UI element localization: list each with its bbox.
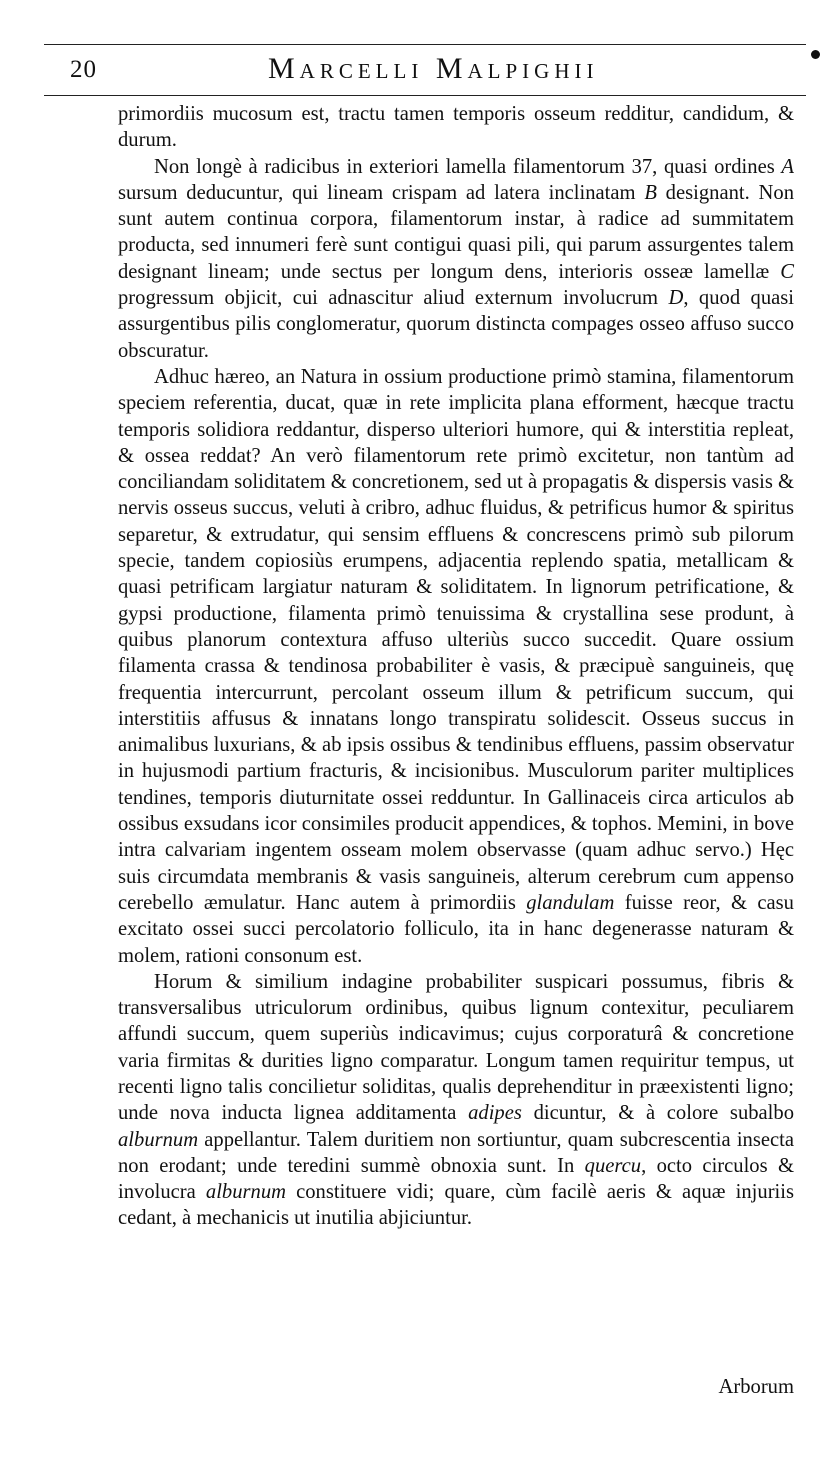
text-segment: primordiis mucosum est, tractu tamen temporis osseum redditur, candidum, & durum. xyxy=(118,103,794,152)
header-bottom-rule xyxy=(44,95,806,96)
running-head: Marcelli Malpighii xyxy=(268,52,599,85)
italic-text: C xyxy=(780,260,794,283)
text-segment: Non longè à radicibus in exteriori lamella filamentorum 37, quasi ordines xyxy=(154,155,782,178)
ink-dot-mark xyxy=(811,50,820,59)
paragraph xyxy=(118,364,794,969)
italic-text: A xyxy=(781,155,794,178)
italic-text: B xyxy=(644,181,657,204)
text-segment: dicuntur, & à colore subalbo xyxy=(521,1102,794,1125)
italic-text: quercu xyxy=(584,1154,642,1177)
text-segment: progressum objicit, cui adnascitur aliud externum involucrum xyxy=(118,287,669,310)
text-segment: , quod quasi assurgentibus pilis conglomeratur, quorum distincta compages osseo affuso succo obscuratur. xyxy=(118,287,795,362)
italic-text: D xyxy=(668,287,684,310)
paragraph xyxy=(118,101,794,154)
text-segment: , octo circulos & involucra xyxy=(118,1154,794,1204)
body-text xyxy=(118,101,794,1232)
catchword: Arborum xyxy=(718,1376,794,1398)
header-top-rule xyxy=(44,44,806,45)
italic-text: alburnum xyxy=(118,1128,199,1151)
text-segment: Adhuc hæreo, an Natura in ossium productione primò stamina, filamentorum speciem referentia, ducat, quæ in rete implicita plana efforment, hæcque tractu temporis solidiora reddantur, disperso ulteriori humore, qui & interstitia repleat, & ossea reddat? An verò filamentorum rete primò excitetur, non tantùm ad conciliandam soliditatem & concretionem, sed ut à propagatis & dispersis vasis & nervis osseus succus, veluti à cribro, adhuc fluidus, & petrificus humor & spiritus separetur, & extrudatur, qui sensim effluens & concrescens primò sub pilorum specie, tandem copiosiùs erumpens, adjacentia replendo spatia, metallicam & quasi petrificam largiatur naturam & soliditatem. In lignorum petrificatione, & gypsi productione, filamenta primò tenuissima & crystallina sese produnt, à quibus planorum contextura affuso ulteriùs succo succedit. Quare ossium filamenta crassa & tendinosa probabiliter è vasis, & præcipuè sanguineis, quę frequentia intercurrunt, percolant osseum illum & petrificum succum, qui interstitiis affusus & innatans longo transpiratu solidescit. Osseus succus in animalibus luxurians, & ab ipsis ossibus & tendinibus effluens, passim observatur in hujusmodi partium fracturis, & incisionibus. Musculorum pariter multiplices tendines, temporis diuturnitate ossei redduntur. In Gallinaceis circa articulos ab ossibus exsudans icor consimiles producit appendices, & tophos. Memini, in bove intra calvariam ingentem osseam molem observasse (quam adhuc servo.) Hęc suis circumdata membranis & vasis sanguineis, alterum cerebrum cum appenso cerebello æmulatur. Hanc autem à primordiis xyxy=(118,365,795,914)
paragraph xyxy=(118,154,794,364)
text-segment: fuisse reor, & casu excitato ossei succi percolatorio folliculo, ita in hanc degenerasse naturam & molem, rationi consonum est. xyxy=(118,891,794,967)
text-segment: designant. Non sunt autem continua corpora, filamentorum instar, à radice ad summitatem producta, sed innumeri ferè sunt contigui quasi pili, qui parum assurgentes talem designant lineam; unde sectus per longum dens, interioris osseæ lamellæ xyxy=(118,181,794,283)
page-number: 20 xyxy=(70,56,97,83)
italic-text: glandulam xyxy=(526,891,615,914)
italic-text: adipes xyxy=(468,1102,522,1125)
paragraph xyxy=(118,969,794,1232)
italic-text: alburnum xyxy=(205,1181,286,1204)
text-segment: constituere vidi; quare, cùm facilè aeris & aquæ injuriis cedant, à mechanicis ut inutilia abjiciuntur. xyxy=(118,1181,795,1230)
text-segment: sursum deducuntur, qui lineam crispam ad latera inclinatam xyxy=(118,181,645,204)
text-segment: Horum & similium indagine probabiliter suspicari possumus, fibris & transversalibus utriculorum ordinibus, quibus lignum contexitur, peculiarem affundi succum, quem superiùs indicavimus; cujus corporaturâ & concretione varia firmitas & durities ligno comparatur. Longum tamen requiritur tempus, ut recenti ligno talis concilietur soliditas, qualis deprehenditur in præexistenti ligno; unde nova inducta lignea additamenta xyxy=(118,970,794,1125)
text-segment: appellantur. Talem duritiem non sortiuntur, quam subcrescentia insecta non erodant; unde teredini summè obnoxia sunt. In xyxy=(118,1128,794,1177)
